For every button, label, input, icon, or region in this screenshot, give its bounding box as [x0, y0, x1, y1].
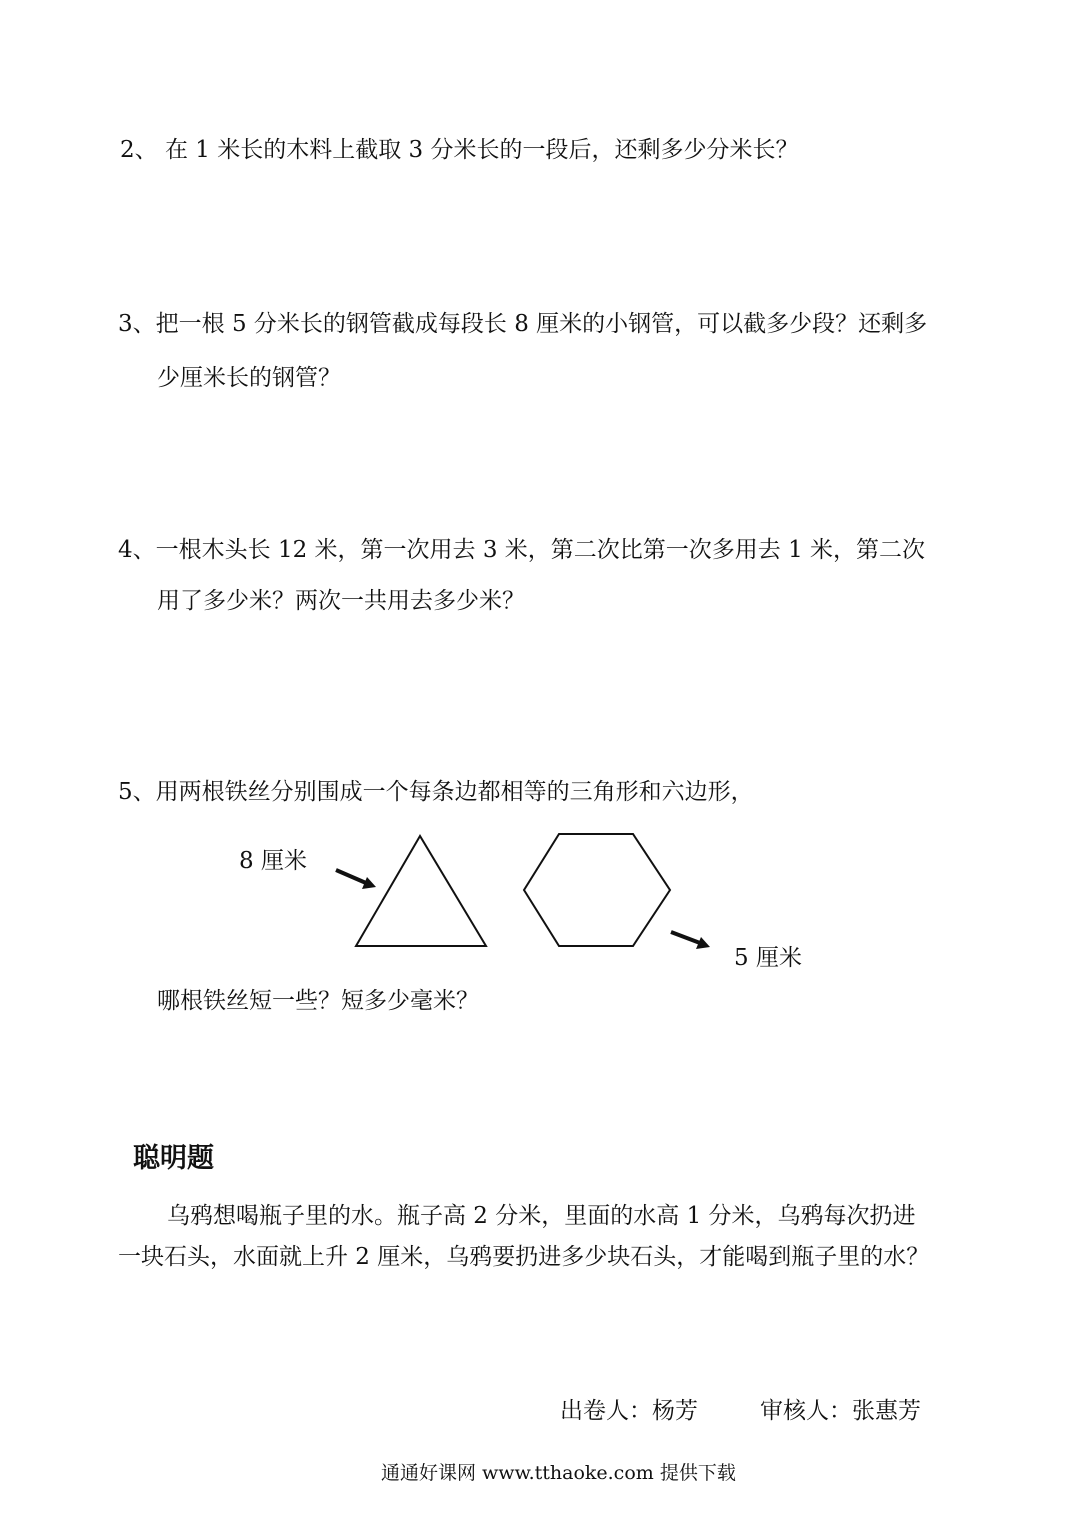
question-5-intro: 5、用两根铁丝分别围成一个每条边都相等的三角形和六边形， [118, 779, 754, 805]
question-5-ask: 哪根铁丝短一些？短多少毫米？ [157, 988, 479, 1014]
reviewer-credit: 审核人：张惠芳 [760, 1398, 921, 1424]
bonus-line-1: 乌鸦想喝瓶子里的水。瓶子高 2 分米，里面的水高 1 分米，乌鸦每次扔进 [167, 1203, 916, 1229]
question-3-line-1: 3、把一根 5 分米长的钢管截成每段长 8 厘米的小钢管，可以截多少段？还剩多 [118, 311, 928, 337]
hexagon-side-label: 5 厘米 [734, 945, 802, 971]
question-2: 2、 在 1 米长的木料上截取 3 分米长的一段后，还剩多少分米长？ [120, 137, 799, 163]
source-footer: 通通好课网 www.tthaoke.com 提供下载 [381, 1462, 736, 1484]
triangle-arrow [336, 870, 376, 889]
triangle-side-label: 8 厘米 [239, 848, 307, 874]
author-credit: 出卷人：杨芳 [560, 1398, 698, 1424]
question-3-line-2: 少厘米长的钢管？ [157, 365, 341, 391]
bonus-heading: 聪明题 [133, 1143, 214, 1174]
hexagon-shape [524, 834, 670, 946]
question-4-line-1: 4、一根木头长 12 米，第一次用去 3 米，第二次比第一次多用去 1 米，第二次 [118, 537, 926, 563]
hexagon-arrow [671, 932, 710, 949]
question-4-line-2: 用了多少米？两次一共用去多少米？ [157, 588, 525, 614]
triangle-shape [356, 836, 486, 946]
bonus-line-2: 一块石头，水面就上升 2 厘米，乌鸦要扔进多少块石头，才能喝到瓶子里的水？ [118, 1244, 930, 1270]
